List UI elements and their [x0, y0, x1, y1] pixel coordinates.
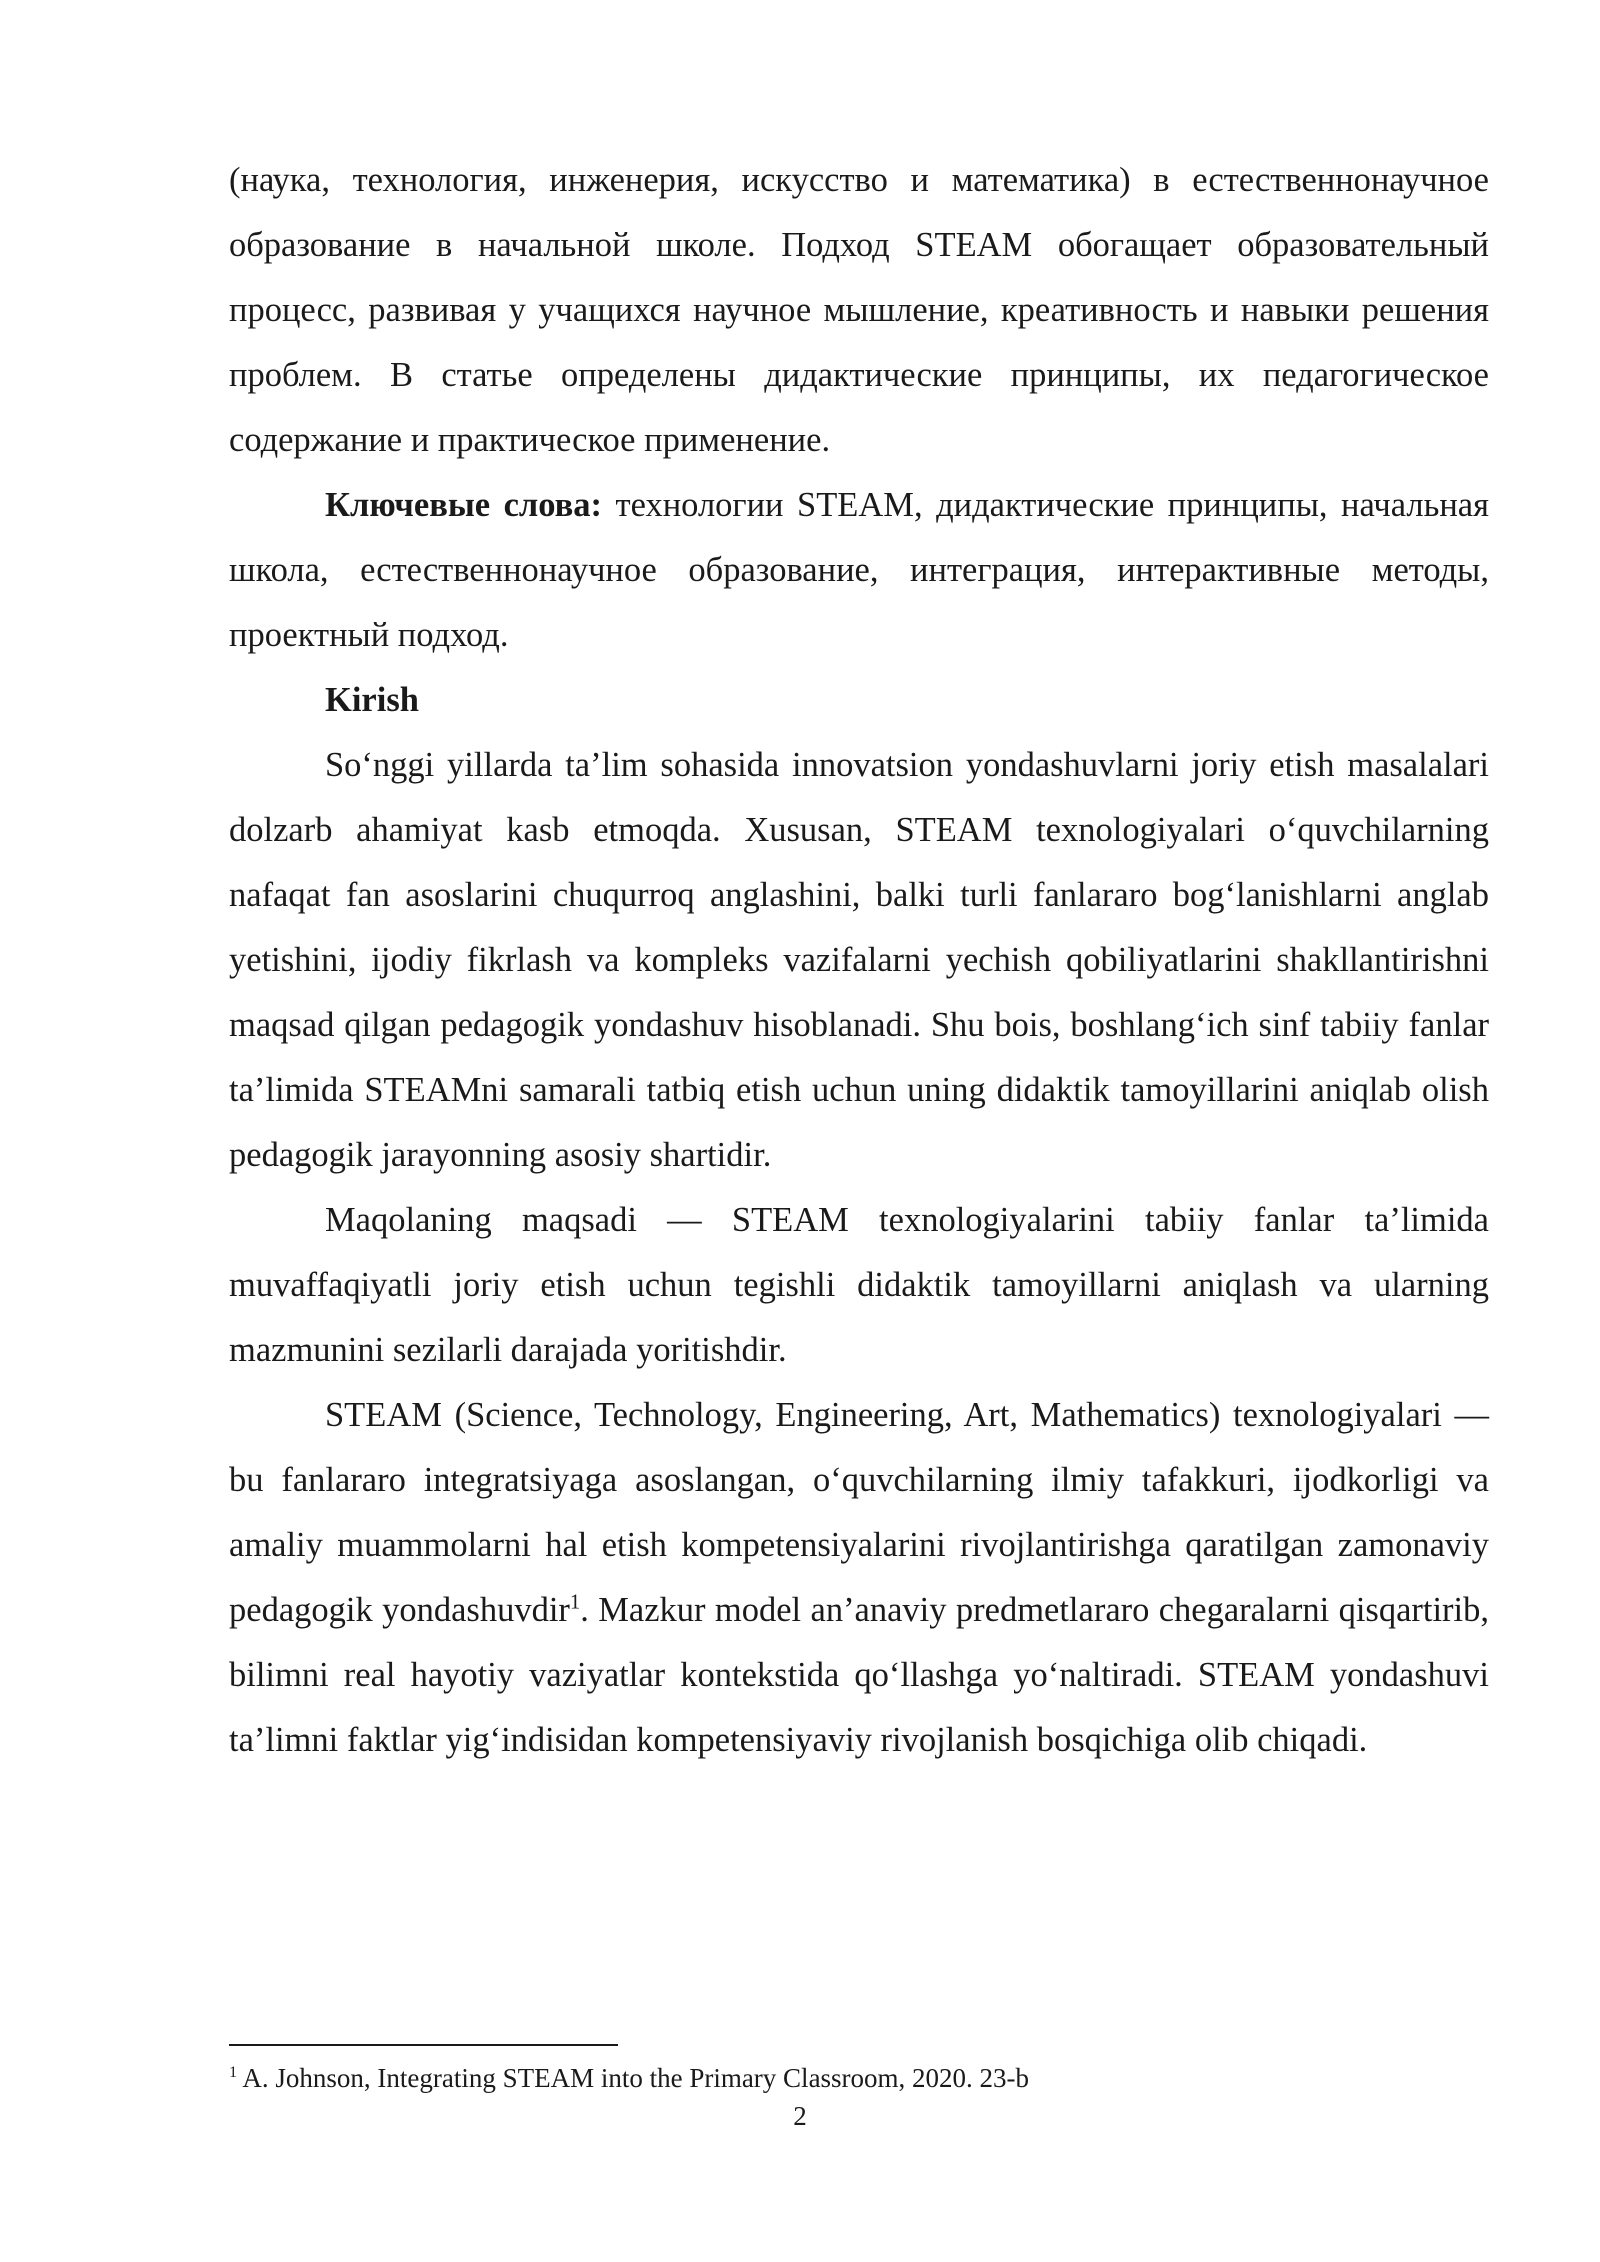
keywords-paragraph — [229, 473, 1489, 668]
footnote — [229, 2060, 1489, 2096]
footnote-text: A. Johnson, Integrating STEAM into the Primary Classroom, 2020. 23-b — [237, 2063, 1030, 2093]
keywords-label: Ключевые слова: — [325, 486, 603, 524]
steam-text-after-note: . Mazkur model an’anaviy predmetlararo chegaralarni qisqartirib, bilimni real hayotiy vaziyatlar kontekstida qo‘llashga yo‘naltiradi. STEAM yondashuvi ta’limni faktlar yig‘indisidan kompetensiyaviy rivojlanish bosqichiga olib chiqadi. — [229, 1591, 1490, 1759]
abstract-continuation: (наука, технология, инженерия, искусство и математика) в естественнонаучное образование в начальной школе. Подход STEAM обогащает образовательный процесс, развивая у учащихся научное мышление, креативность и навыки решения проблем. В статье определены дидактические принципы, их педагогическое содержание и практическое применение. — [229, 161, 1489, 459]
paragraph-steam — [229, 1383, 1489, 1773]
section-heading: Kirish — [325, 681, 419, 719]
page-number: 2 — [793, 2101, 807, 2131]
paragraph-intro: So‘nggi yillarda ta’lim sohasida innovatsion yondashuvlarni joriy etish masalalari dolzarb ahamiyat kasb etmoqda. Xususan, STEAM texnologiyalari o‘quvchilarning nafaqat fan asoslarini chuqurroq anglashini, balki turli fanlararo bog‘lanishlarni anglab yetishini, ijodiy fikrlash va kompleks vazifalarni yechish qobiliyatlarini shakllantirishni maqsad qilgan pedagogik yondashuv hisoblanadi. Shu bois, boshlang‘ich sinf tabiiy fanlar ta’limida STEAMni samarali tatbiq etish uchun uning didaktik tamoyillarini aniqlab olish pedagogik jarayonning asosiy shartidir. — [229, 746, 1489, 1174]
paragraph-purpose: Maqolaning maqsadi — STEAM texnologiyalarini tabiiy fanlar ta’limida muvaffaqiyatli joriy etish uchun tegishli didaktik tamoyillarni aniqlash va ularning mazmunini sezilarli darajada yoritishdir. — [229, 1201, 1489, 1369]
footnote-number: 1 — [229, 2063, 238, 2081]
steam-text-before-note: STEAM (Science, Technology, Engineering, Art, Mathematics) texnologiyalari — bu fanlararo integratsiyaga asoslangan, o‘quvchilarning ilmiy tafakkuri, ijodkorligi va amaliy muammolarni hal etish kompetensiyalarini rivojlantirishga qaratilgan zamonaviy pedagogik yondashuvdir — [229, 1396, 1489, 1629]
keywords-text: технологии STEAM, дидактические принципы, начальная школа, естественнонаучное образование, интеграция, интерактивные методы, проектный подход. — [229, 486, 1489, 654]
footnote-separator — [229, 2044, 618, 2046]
footnote-reference[interactable]: 1 — [569, 1591, 581, 1614]
article-body — [229, 148, 1489, 1773]
